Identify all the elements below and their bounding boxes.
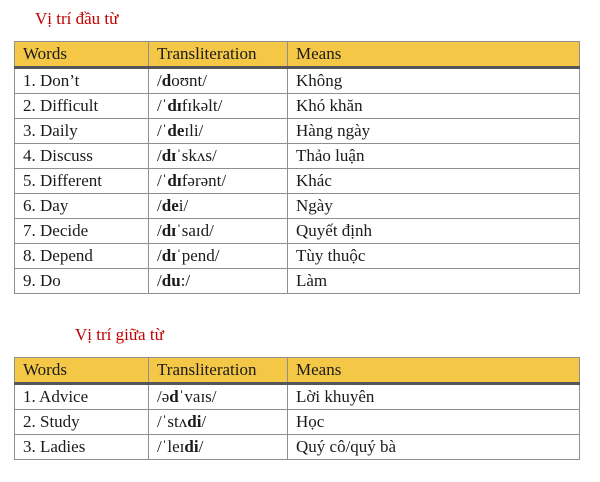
table-row (15, 119, 580, 144)
transliteration-cell: /dei/ (149, 194, 288, 219)
table-row (15, 219, 580, 244)
transliteration-cell: /ədˈvaɪs/ (149, 384, 288, 410)
means-cell: Lời khuyên (288, 384, 580, 410)
transliteration-cell: /ˈleɪdi/ (149, 435, 288, 460)
transliteration-cell: /ˈdeɪli/ (149, 119, 288, 144)
table-row (15, 144, 580, 169)
column-header-means: Means (288, 42, 580, 68)
transliteration-cell: /doʊnt/ (149, 68, 288, 94)
word-cell: 6. Day (15, 194, 149, 219)
column-header-words: Words (15, 358, 149, 384)
means-cell: Không (288, 68, 580, 94)
table-row (15, 169, 580, 194)
transliteration-cell: /ˈdɪfɪkəlt/ (149, 94, 288, 119)
table-row (15, 435, 580, 460)
means-cell: Khó khăn (288, 94, 580, 119)
word-cell: 3. Ladies (15, 435, 149, 460)
word-cell: 3. Daily (15, 119, 149, 144)
means-cell: Khác (288, 169, 580, 194)
column-header-transliteration: Transliteration (149, 358, 288, 384)
transliteration-cell: /du:/ (149, 269, 288, 294)
means-cell: Quyết định (288, 219, 580, 244)
table-row (15, 384, 580, 410)
word-cell: 5. Different (15, 169, 149, 194)
table-header-row (15, 42, 580, 68)
transliteration-cell: /dɪˈpend/ (149, 244, 288, 269)
table-row (15, 68, 580, 94)
table-header-row (15, 358, 580, 384)
table-row (15, 94, 580, 119)
word-cell: 2. Study (15, 410, 149, 435)
means-cell: Làm (288, 269, 580, 294)
table-row (15, 244, 580, 269)
vocab-table-medial-position (14, 357, 580, 460)
table-row (15, 410, 580, 435)
means-cell: Học (288, 410, 580, 435)
means-cell: Tùy thuộc (288, 244, 580, 269)
column-header-transliteration: Transliteration (149, 42, 288, 68)
transliteration-cell: /dɪˈskʌs/ (149, 144, 288, 169)
word-cell: 9. Do (15, 269, 149, 294)
section-title-word-medial: Vị trí giữa từ (75, 325, 164, 344)
table-row (15, 269, 580, 294)
word-cell: 1. Advice (15, 384, 149, 410)
transliteration-cell: /ˈstʌdi/ (149, 410, 288, 435)
transliteration-cell: /dɪˈsaɪd/ (149, 219, 288, 244)
word-cell: 1. Don’t (15, 68, 149, 94)
word-cell: 4. Discuss (15, 144, 149, 169)
section-title-word-initial: Vị trí đầu từ (35, 9, 119, 28)
word-cell: 8. Depend (15, 244, 149, 269)
word-cell: 2. Difficult (15, 94, 149, 119)
column-header-means: Means (288, 358, 580, 384)
vocab-table-initial-position (14, 41, 580, 294)
means-cell: Ngày (288, 194, 580, 219)
column-header-words: Words (15, 42, 149, 68)
transliteration-cell: /ˈdɪfərənt/ (149, 169, 288, 194)
word-cell: 7. Decide (15, 219, 149, 244)
table-row (15, 194, 580, 219)
means-cell: Thảo luận (288, 144, 580, 169)
means-cell: Quý cô/quý bà (288, 435, 580, 460)
means-cell: Hàng ngày (288, 119, 580, 144)
